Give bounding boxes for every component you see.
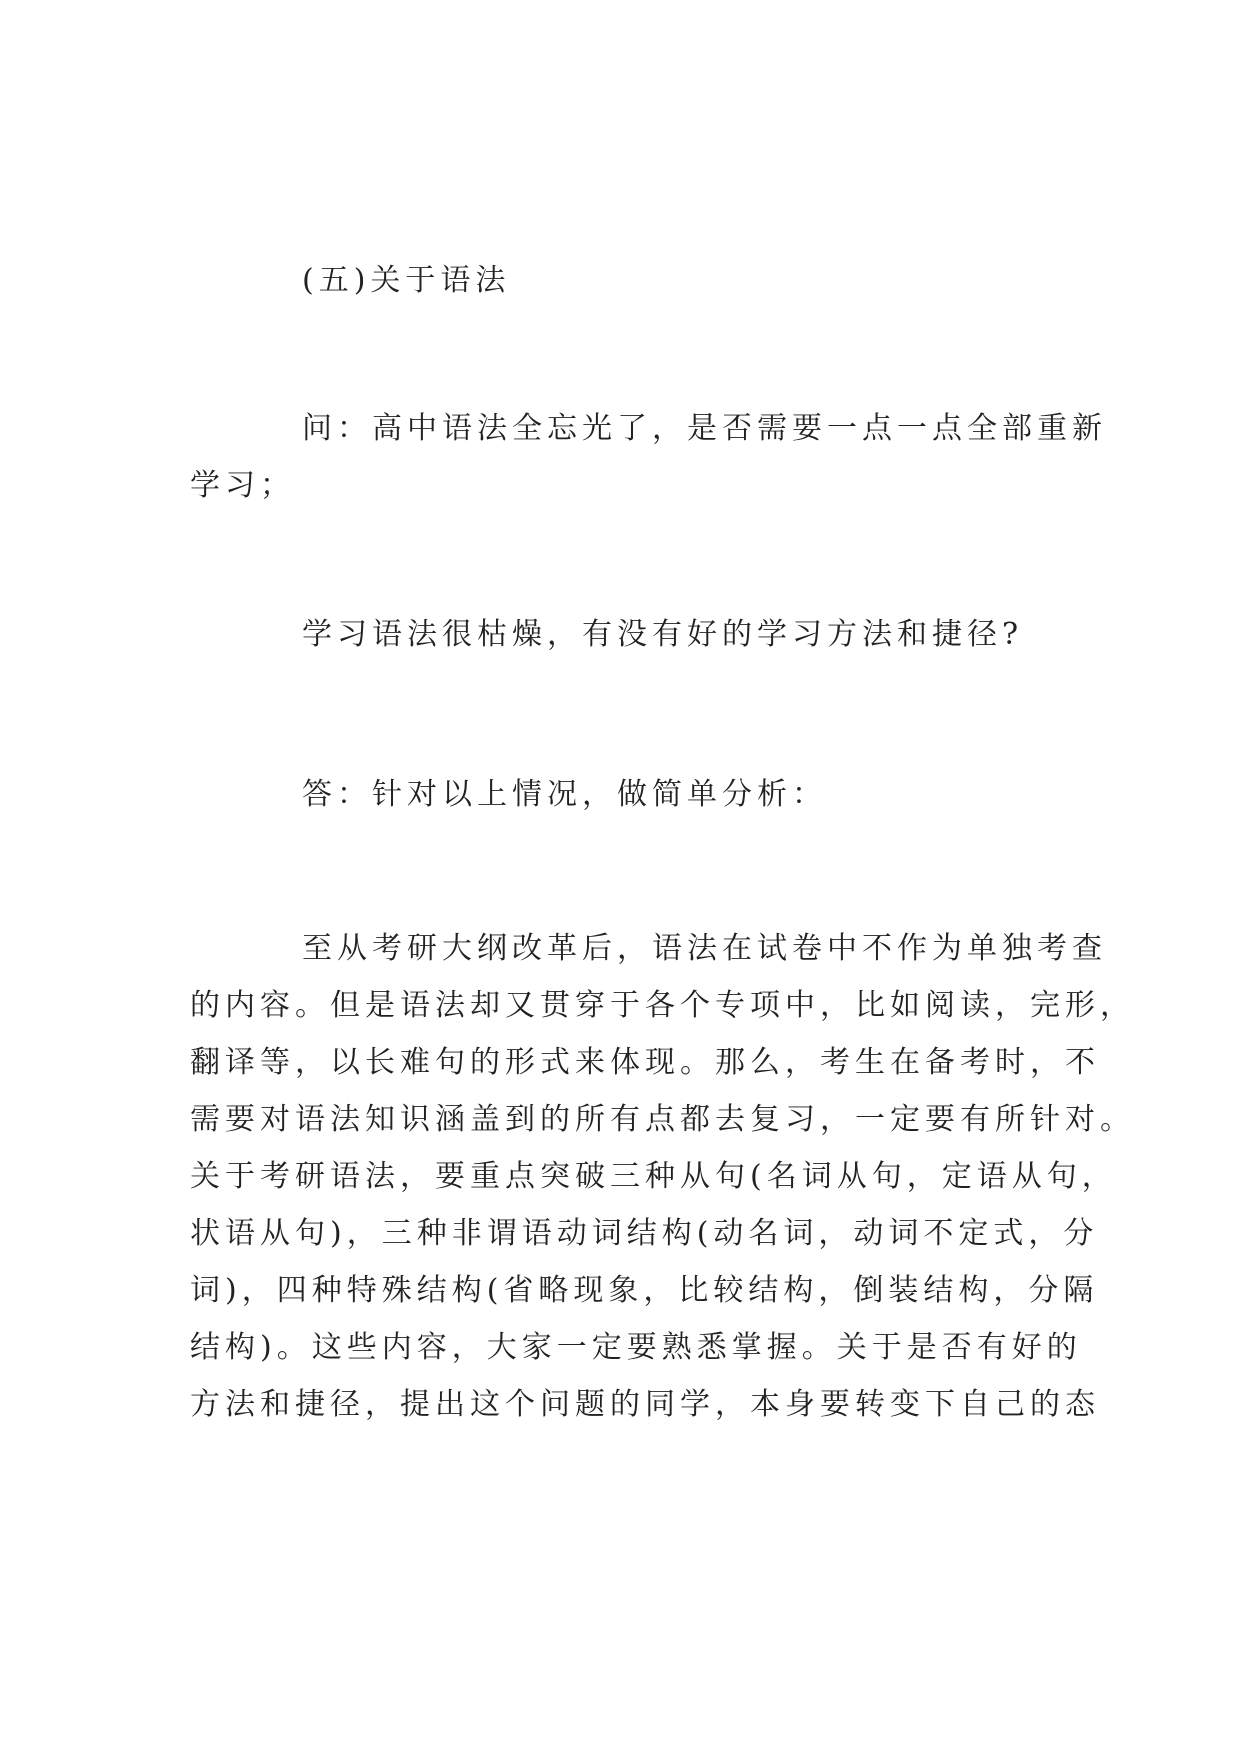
body-line-7: 词)，四种特殊结构(省略现象，比较结构，倒装结构，分隔 [190, 1273, 1099, 1308]
section-heading [190, 252, 1050, 309]
question-line-2: 学习； [190, 468, 295, 503]
section-heading-text: (五)关于语法 [302, 263, 511, 298]
question2-paragraph [190, 606, 1050, 663]
body-line-3: 翻译等，以长难句的形式来体现。那么，考生在备考时，不 [190, 1045, 1100, 1080]
question-line-1: 问：高中语法全忘光了，是否需要一点一点全部重新 [302, 411, 1107, 446]
answer-intro-paragraph [190, 766, 1050, 823]
body-line-8: 结构)。这些内容，大家一定要熟悉掌握。关于是否有好的 [190, 1330, 1082, 1365]
body-line-1: 至从考研大纲改革后，语法在试卷中不作为单独考查 [302, 931, 1107, 966]
body-line-5: 关于考研语法，要重点突破三种从句(名词从句，定语从句， [190, 1159, 1117, 1194]
question-paragraph [190, 400, 1107, 514]
body-line-2: 的内容。但是语法却又贯穿于各个专项中，比如阅读，完形， [190, 988, 1135, 1023]
body-paragraph [190, 920, 1135, 1433]
question2-text: 学习语法很枯燥，有没有好的学习方法和捷径? [302, 617, 1024, 652]
answer-intro-text: 答：针对以上情况，做简单分析： [302, 777, 827, 812]
body-line-6: 状语从句)，三种非谓语动词结构(动名词，动词不定式，分 [190, 1216, 1099, 1251]
body-line-4: 需要对语法知识涵盖到的所有点都去复习，一定要有所针对。 [190, 1102, 1135, 1137]
body-line-9: 方法和捷径，提出这个问题的同学，本身要转变下自己的态 [190, 1387, 1100, 1422]
